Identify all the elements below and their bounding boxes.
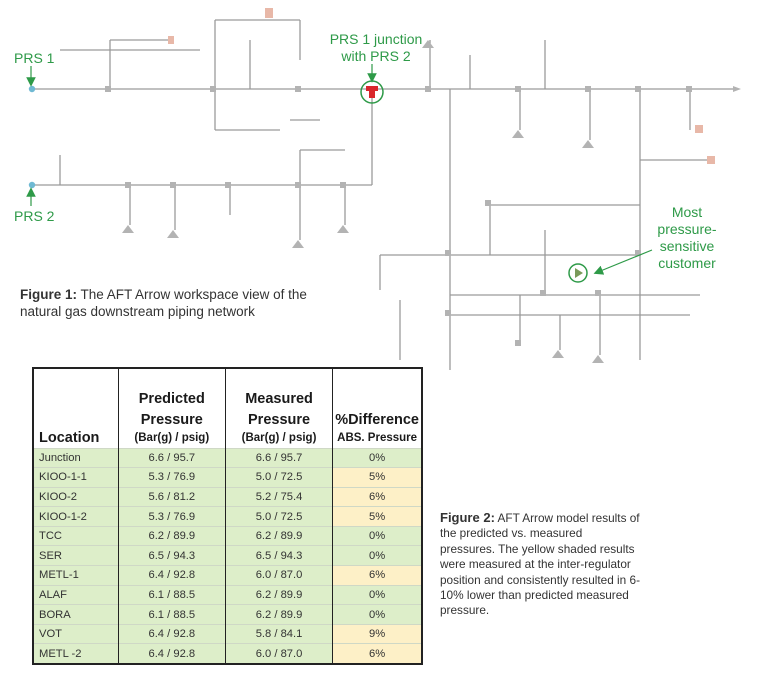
location-cell: KIOO-1-1 [33,468,118,488]
difference-cell: 6% [333,566,422,586]
location-cell: Junction [33,448,118,468]
customer-label-line4: customer [658,255,716,271]
table-row [33,624,422,644]
difference-cell: 0% [333,605,422,625]
location-cell: TCC [33,526,118,546]
customer-label-line1: Most [671,204,703,220]
measured-cell: 6.6 / 95.7 [225,448,332,468]
prs2-node [29,182,35,188]
difference-cell: 9% [333,624,422,644]
measured-cell: 6.5 / 94.3 [225,546,332,566]
predicted-cell: 6.1 / 88.5 [118,585,225,605]
junction-label-line2: with PRS 2 [341,48,411,64]
measured-cell: 5.0 / 72.5 [225,507,332,527]
difference-cell: 6% [333,644,422,664]
predicted-cell: 6.6 / 95.7 [118,448,225,468]
table-row [33,487,422,507]
table-header-row [33,368,422,448]
table-row [33,566,422,586]
location-cell: BORA [33,605,118,625]
figure2-text: AFT Arrow model results of the predicted vs. measured pressures. The yellow shaded results were measured at the inter-regulator position and consistently resulted in 6-10% lower than predicted measured pressure. [440,511,641,618]
prs1-label: PRS 1 [14,50,55,66]
difference-cell: 0% [333,526,422,546]
customer-label-line3: sensitive [659,238,715,254]
customer-label-line2: pressure- [657,221,717,237]
predicted-cell: 6.4 / 92.8 [118,566,225,586]
predicted-cell: 5.6 / 81.2 [118,487,225,507]
prs2-label: PRS 2 [14,208,55,224]
results-table [32,367,423,665]
figure1-caption [20,286,350,320]
location-cell: KIOO-2 [33,487,118,507]
measured-cell: 5.2 / 75.4 [225,487,332,507]
header-measured: Measured Pressure (Bar(g) / psig) [225,368,332,448]
location-cell: METL-1 [33,566,118,586]
measured-cell: 6.2 / 89.9 [225,605,332,625]
figure1-label: Figure 1: [20,287,78,302]
difference-cell: 5% [333,507,422,527]
location-cell: KIOO-1-2 [33,507,118,527]
difference-cell: 0% [333,585,422,605]
measured-cell: 6.2 / 89.9 [225,526,332,546]
difference-cell: 0% [333,448,422,468]
figure2-label: Figure 2: [440,510,495,525]
predicted-cell: 6.4 / 92.8 [118,644,225,664]
table-row [33,546,422,566]
table-row [33,526,422,546]
location-cell: ALAF [33,585,118,605]
table-row [33,448,422,468]
figure1-text: The AFT Arrow workspace view of the natural gas downstream piping network [20,287,307,319]
prs1-node [29,86,35,92]
location-cell: METL -2 [33,644,118,664]
header-predicted: Predicted Pressure (Bar(g) / psig) [118,368,225,448]
difference-cell: 0% [333,546,422,566]
measured-cell: 5.8 / 84.1 [225,624,332,644]
table-row [33,468,422,488]
results-table-body [33,448,422,664]
difference-cell: 6% [333,487,422,507]
measured-cell: 5.0 / 72.5 [225,468,332,488]
predicted-cell: 6.5 / 94.3 [118,546,225,566]
sensitive-customer-icon [569,264,587,282]
location-cell: VOT [33,624,118,644]
measured-cell: 6.0 / 87.0 [225,566,332,586]
predicted-cell: 5.3 / 76.9 [118,468,225,488]
table-row [33,507,422,527]
predicted-cell: 6.2 / 89.9 [118,526,225,546]
junction-label-line1: PRS 1 junction [329,31,423,47]
predicted-cell: 5.3 / 76.9 [118,507,225,527]
location-cell: SER [33,546,118,566]
table-row [33,585,422,605]
header-location: Location [39,429,100,446]
sensitive-customer-label [647,204,727,272]
table-row [33,605,422,625]
header-difference: %Difference ABS. Pressure [333,368,422,448]
measured-cell: 6.2 / 89.9 [225,585,332,605]
predicted-cell: 6.1 / 88.5 [118,605,225,625]
customer-arrow [598,250,652,272]
table-row [33,644,422,664]
predicted-cell: 6.4 / 92.8 [118,624,225,644]
figure2-caption [440,510,640,619]
junction-label [318,31,434,65]
measured-cell: 6.0 / 87.0 [225,644,332,664]
difference-cell: 5% [333,468,422,488]
